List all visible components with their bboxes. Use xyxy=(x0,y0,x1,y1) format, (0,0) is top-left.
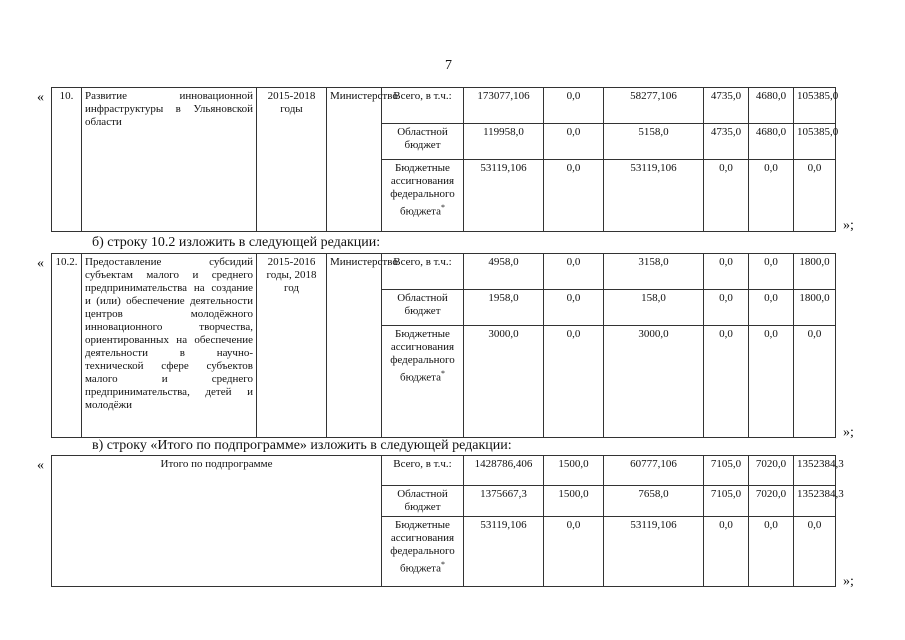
table-total xyxy=(51,455,844,587)
source-regional: Областной бюджет xyxy=(382,486,464,517)
value-cell: 1800,0 xyxy=(794,254,836,290)
value-cell: 173077,106 xyxy=(464,88,544,124)
value-cell: 0,0 xyxy=(749,160,794,232)
value-cell: 0,0 xyxy=(749,517,794,587)
source-federal: Бюджетные ассигнования федерального бюджета* xyxy=(382,160,464,232)
value-cell: 1500,0 xyxy=(544,456,604,486)
value-cell: 4680,0 xyxy=(749,88,794,124)
measure-name: Предоставление субсидий субъектам малого и среднего предпринимательства на создание и (или) обеспечение деятельности центров молодёжного инновационного творчества, ориентированных на обеспечение деятельности в научно-технической сфере субъектов малого и среднего предпринимательства, детей и молодёжи xyxy=(82,254,257,438)
source-regional: Областной бюджет xyxy=(382,290,464,326)
value-cell: 158,0 xyxy=(604,290,704,326)
value-cell: 7105,0 xyxy=(704,486,749,517)
row-number: 10. xyxy=(52,88,82,232)
value-cell: 4958,0 xyxy=(464,254,544,290)
open-quote: « xyxy=(37,256,44,271)
close-mark: »; xyxy=(843,218,854,233)
value-cell: 3158,0 xyxy=(604,254,704,290)
value-cell: 53119,106 xyxy=(464,160,544,232)
value-cell: 0,0 xyxy=(544,290,604,326)
executor: Министерство xyxy=(327,254,382,438)
open-quote: « xyxy=(37,90,44,105)
caption-b: б) строку 10.2 изложить в следующей редакции: xyxy=(92,235,381,250)
row-number: 10.2. xyxy=(52,254,82,438)
value-cell: 0,0 xyxy=(704,254,749,290)
value-cell: 0,0 xyxy=(544,124,604,160)
value-cell: 7020,0 xyxy=(749,456,794,486)
close-mark: »; xyxy=(843,574,854,589)
value-cell: 0,0 xyxy=(794,326,836,438)
value-cell: 7658,0 xyxy=(604,486,704,517)
value-cell: 0,0 xyxy=(749,290,794,326)
value-cell: 1500,0 xyxy=(544,486,604,517)
table-row-10-2 xyxy=(51,253,836,438)
value-cell: 0,0 xyxy=(544,254,604,290)
value-cell: 105385,0 xyxy=(794,124,836,160)
source-total: Всего, в т.ч.: xyxy=(382,88,464,124)
measure-name: Развитие инновационной инфраструктуры в Ульяновской области xyxy=(82,88,257,232)
value-cell: 4735,0 xyxy=(704,124,749,160)
open-quote: « xyxy=(37,458,44,473)
value-cell: 1958,0 xyxy=(464,290,544,326)
source-total: Всего, в т.ч.: xyxy=(382,456,464,486)
value-cell: 3000,0 xyxy=(604,326,704,438)
value-cell: 1352384,3 xyxy=(794,456,836,486)
value-cell: 0,0 xyxy=(794,160,836,232)
value-cell: 0,0 xyxy=(704,517,749,587)
value-cell: 0,0 xyxy=(794,517,836,587)
source-regional: Областной бюджет xyxy=(382,124,464,160)
value-cell: 0,0 xyxy=(704,290,749,326)
close-mark: »; xyxy=(843,425,854,440)
value-cell: 58277,106 xyxy=(604,88,704,124)
period: 2015-2018 годы xyxy=(257,88,327,232)
value-cell: 105385,0 xyxy=(794,88,836,124)
value-cell: 3000,0 xyxy=(464,326,544,438)
value-cell: 0,0 xyxy=(544,88,604,124)
period: 2015-2016 годы, 2018 год xyxy=(257,254,327,438)
value-cell: 119958,0 xyxy=(464,124,544,160)
value-cell: 1352384,3 xyxy=(794,486,836,517)
value-cell: 7020,0 xyxy=(749,486,794,517)
value-cell: 4680,0 xyxy=(749,124,794,160)
value-cell: 53119,106 xyxy=(464,517,544,587)
value-cell: 1800,0 xyxy=(794,290,836,326)
value-cell: 60777,106 xyxy=(604,456,704,486)
value-cell: 4735,0 xyxy=(704,88,749,124)
value-cell: 0,0 xyxy=(544,326,604,438)
page-number: 7 xyxy=(445,58,452,73)
value-cell: 5158,0 xyxy=(604,124,704,160)
caption-c: в) строку «Итого по подпрограмме» изложить в следующей редакции: xyxy=(92,438,512,453)
value-cell: 0,0 xyxy=(749,326,794,438)
value-cell: 7105,0 xyxy=(704,456,749,486)
total-label: Итого по подпрограмме xyxy=(52,456,382,587)
value-cell: 1428786,406 xyxy=(464,456,544,486)
executor: Министерство xyxy=(327,88,382,232)
value-cell: 0,0 xyxy=(544,160,604,232)
value-cell: 0,0 xyxy=(704,160,749,232)
value-cell: 0,0 xyxy=(704,326,749,438)
source-federal: Бюджетные ассигнования федерального бюджета* xyxy=(382,326,464,438)
value-cell: 0,0 xyxy=(544,517,604,587)
value-cell: 0,0 xyxy=(749,254,794,290)
value-cell: 1375667,3 xyxy=(464,486,544,517)
value-cell: 53119,106 xyxy=(604,517,704,587)
source-federal: Бюджетные ассигнования федерального бюджета* xyxy=(382,517,464,587)
table-row-10 xyxy=(51,87,839,232)
value-cell: 53119,106 xyxy=(604,160,704,232)
source-total: Всего, в т.ч.: xyxy=(382,254,464,290)
